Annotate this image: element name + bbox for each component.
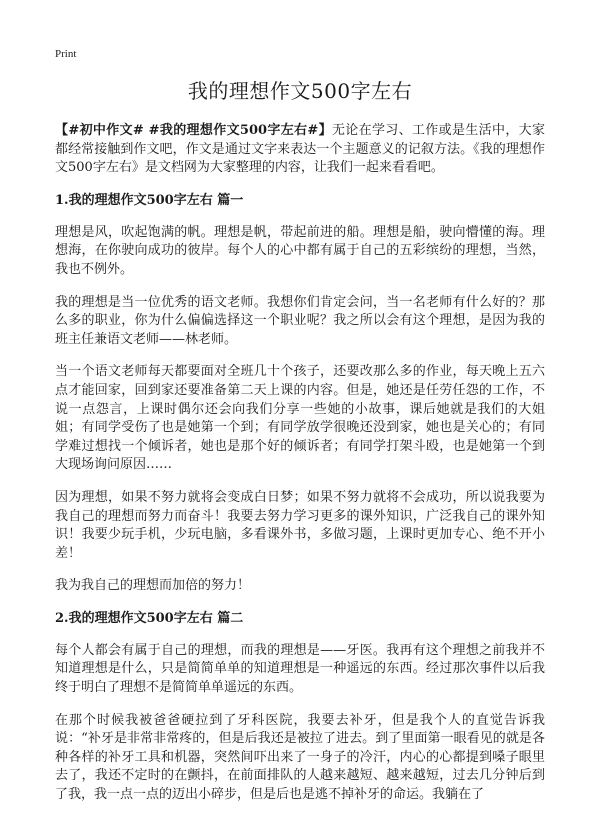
document-body xyxy=(55,78,545,819)
section-2-paragraph-1: 每个人都会有属于自己的理想，而我的理想是——牙医。我再有这个理想之前我并不知道理想是什么，只是简简单单的知道理想是一种遥远的东西。经过那次事件以后我终于明白了理想不是简简单单遥远的东西。 xyxy=(55,642,545,696)
page-title: 我的理想作文500字左右 xyxy=(187,79,413,103)
section-heading-1: 1.我的理想作文500字左右 篇一 xyxy=(55,192,244,208)
section-1-paragraph-2: 我的理想是当一位优秀的语文老师。我想你们肯定会问，当一名老师有什么好的？那么多的职业，你为什么偏偏选择这一个职业呢？我之所以会有这个理想，是因为我的班主任兼语文老师——林老师。 xyxy=(55,294,545,347)
section-1-paragraph-5: 我为我自己的理想而加倍的努力！ xyxy=(55,578,251,594)
section-1-paragraph-4: 因为理想，如果不努力就将会变成白日梦；如果不努力就将不会成功，所以说我要为我自己的理想而努力而奋斗！我要去努力学习更多的课外知识，广泛我自己的课外知识！我要少玩手机，少玩电脑，多看课外书，多做习题，上课时更加专心、绝不开小差！ xyxy=(55,489,545,561)
section-1-paragraph-1: 理想是风，吹起饱满的帆。理想是帆，带起前进的船。理想是船，驶向懵懂的海。理想海，在你驶向成功的彼岸。每个人的心中都有属于自己的五彩缤纷的理想，当然，我也不例外。 xyxy=(55,224,545,277)
intro-tags: 【#初中作文# #我的理想作文500字左右#】 xyxy=(55,123,332,138)
section-2-paragraph-2: 在那个时候我被爸爸硬拉到了牙科医院，我要去补牙，但是我个人的直觉告诉我说：“补牙是非常非常疼的，但是后我还是被拉了进去。到了里面第一眼看见的就是各种各样的补牙工具和机器，突然间吓出来了一身子的冷汗，内心的心都提到嗓子眼里去了，我还不定时的在颤抖，在前面排队的人越来越短、越来越短，过去几分钟后到了我，我一点一点的迈出小碎步，但是后也是逃不掉补牙的命运。我躺在了 xyxy=(55,712,545,803)
print-link[interactable]: Print xyxy=(55,48,77,60)
intro-text: 无论在学习、工作或是生活中，大家都经常接触到作文吧，作文是通过文字来表达一个主题意义的记叙方法。《我的理想作文500字左右》是文档网为大家整理的内容，让我们一起来看看吧。 xyxy=(55,123,545,176)
section-1-paragraph-3: 当一个语文老师每天都要面对全班几十个孩子，还要改那么多的作业，每天晚上五六点才能回家，回到家还要准备第二天上课的内容。但是，她还是任劳任怨的工作，不说一点怨言，上课时偶尔还会向我们分享一些她的小故事，课后她就是我们的大姐姐；有同学受伤了也是她第一个到；有同学放学很晚还没到家，她也是关心的；有同学难过想找一个倾诉者，她也是那个好的倾诉者；有同学打架斗殴，也是她第一个到大现场询问原因…… xyxy=(55,364,545,473)
section-heading-2: 2.我的理想作文500字左右 篇二 xyxy=(55,610,244,626)
intro-paragraph xyxy=(55,122,545,178)
